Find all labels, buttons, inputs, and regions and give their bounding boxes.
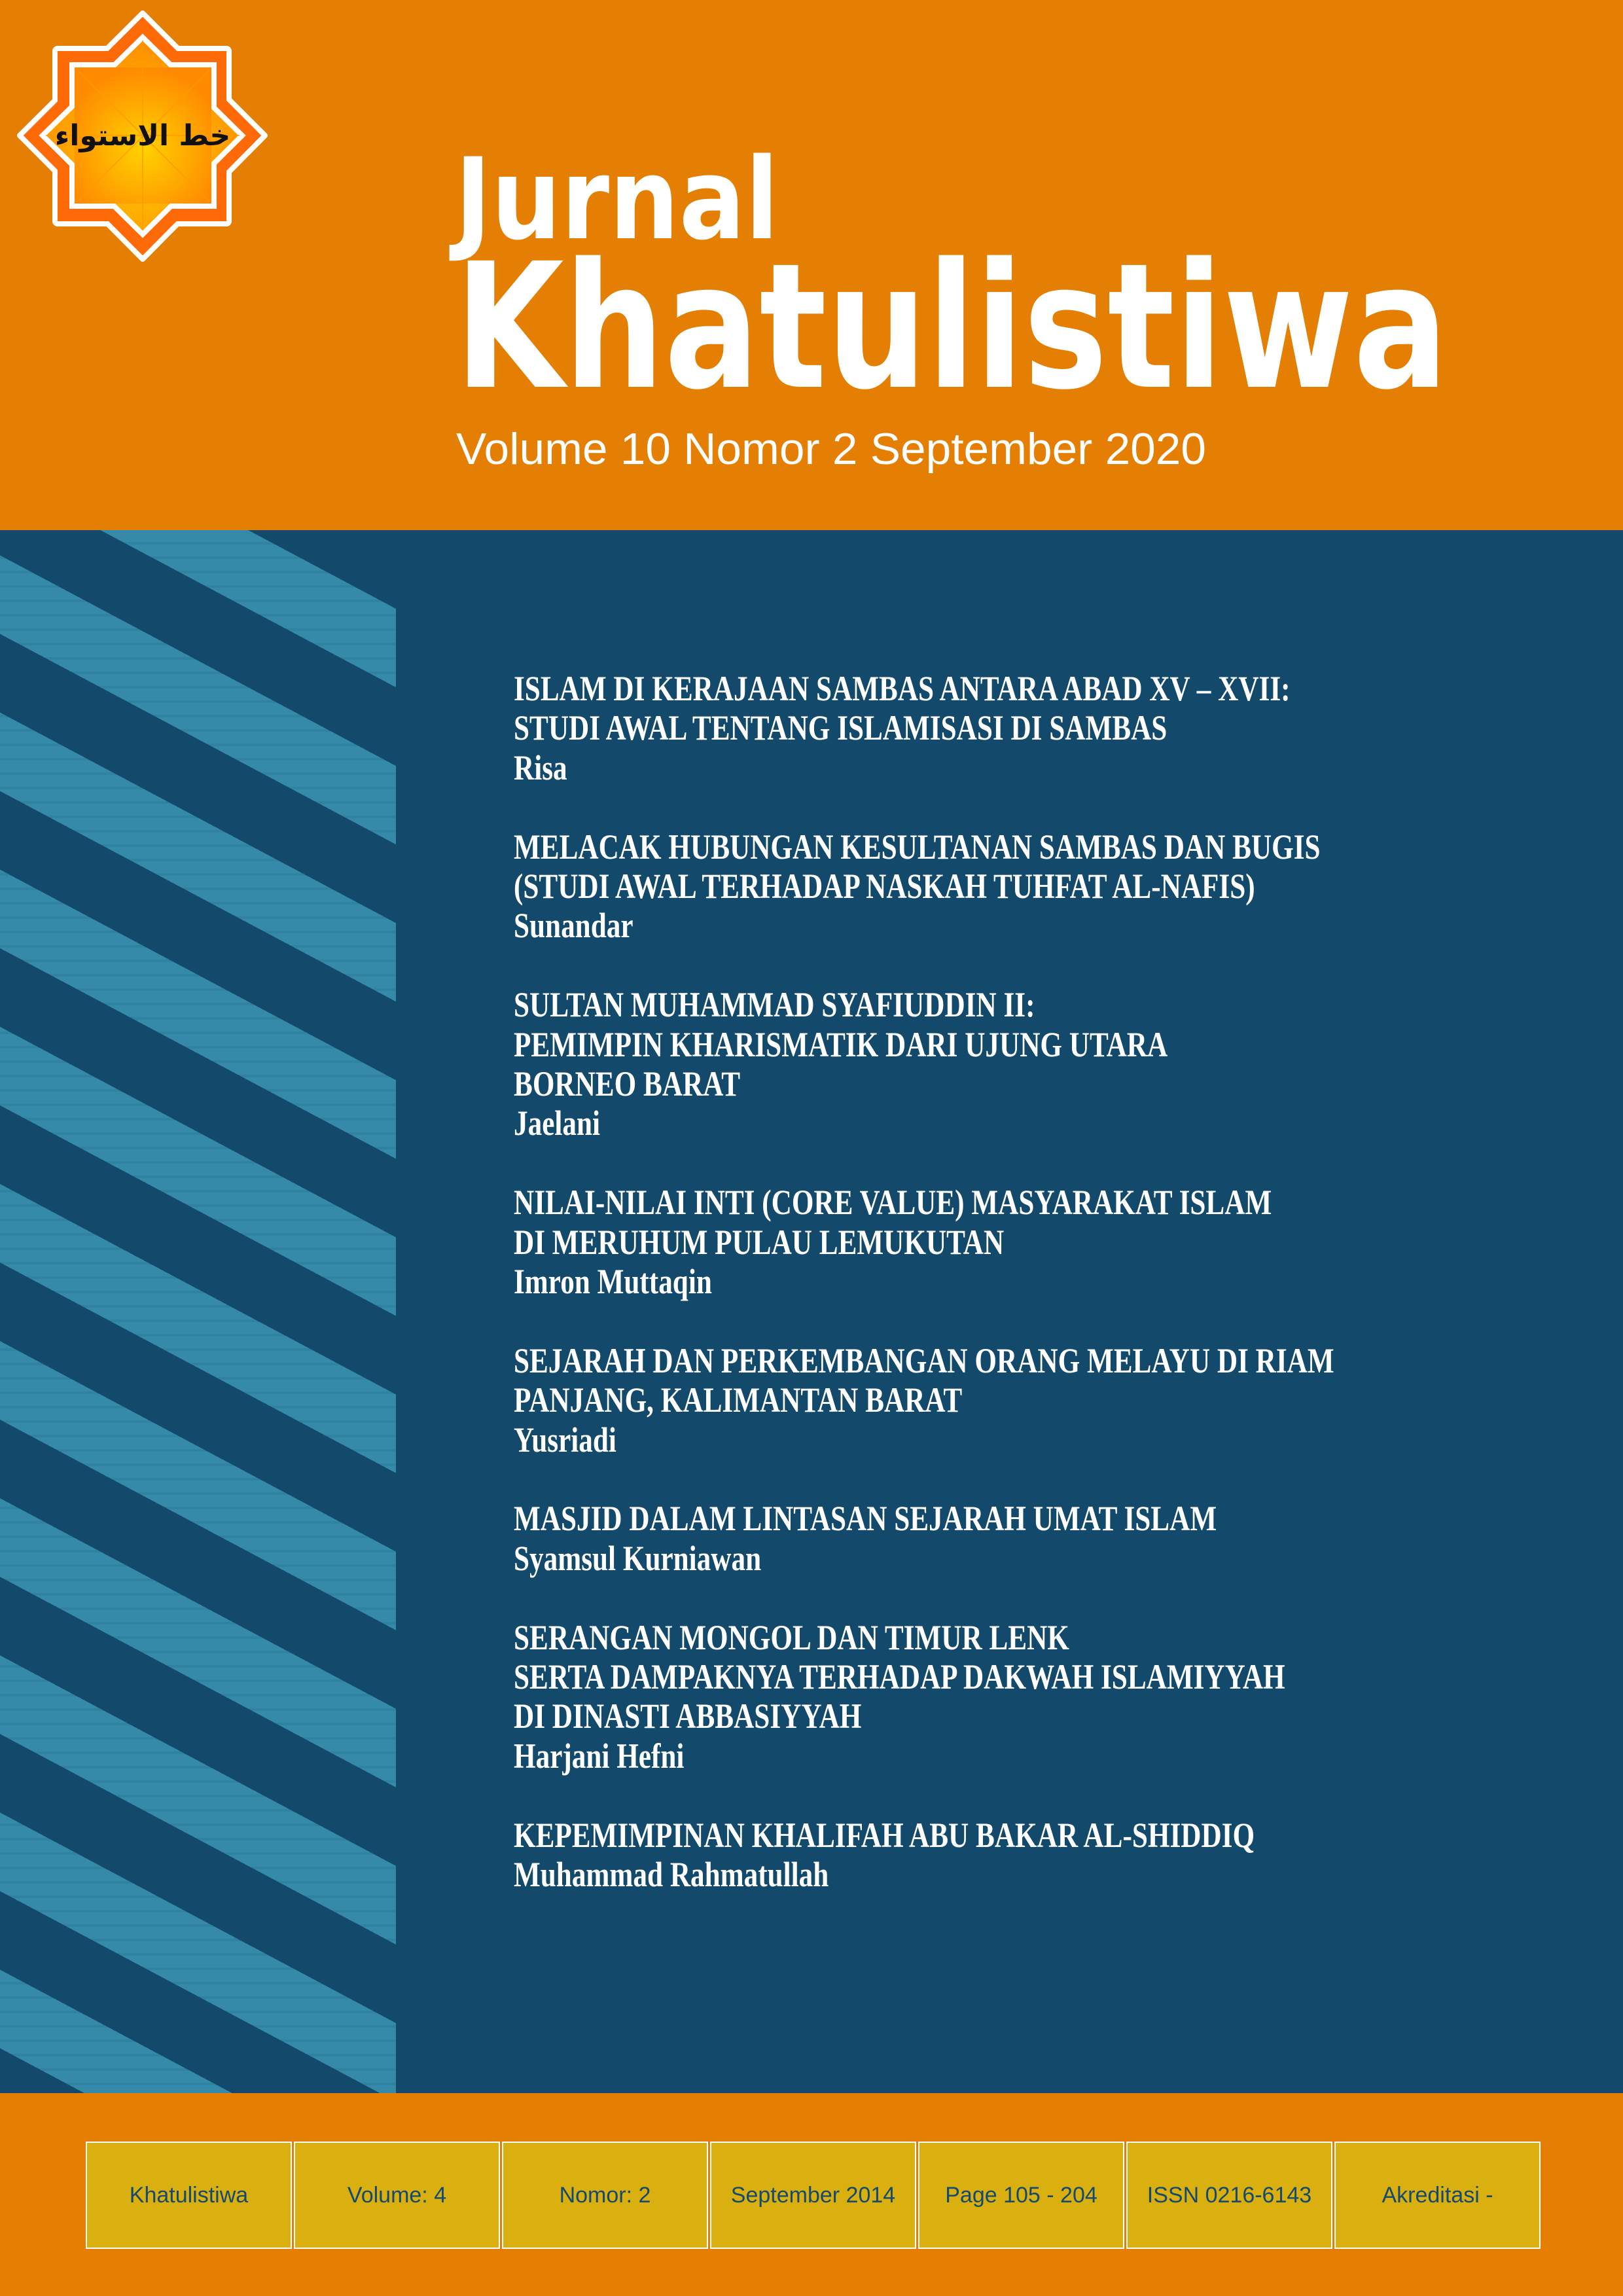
cover-header — [0, 0, 1623, 530]
article-title-line: SERTA DAMPAKNYA TERHADAP DAKWAH ISLAMIYYAH — [514, 1657, 1285, 1697]
article-author: Jaelani — [514, 1103, 601, 1143]
publication-info-bar — [86, 2142, 1541, 2249]
article-entry — [514, 1341, 1561, 1460]
article-author: Yusriadi — [514, 1420, 616, 1460]
article-entry — [514, 1183, 1561, 1301]
article-title-line: SEJARAH DAN PERKEMBANGAN ORANG MELAYU DI RIAM — [514, 1340, 1334, 1380]
journal-name: Khatulistiwa — [455, 226, 1448, 428]
article-title-line: MELACAK HUBUNGAN KESULTANAN SAMBAS DAN BUGIS — [514, 827, 1321, 867]
article-entry — [514, 1618, 1561, 1776]
journal-word: Jurnal — [449, 134, 779, 265]
article-title-line: SERANGAN MONGOL DAN TIMUR LENK — [514, 1617, 1069, 1657]
article-title-line: ISLAM DI KERAJAAN SAMBAS ANTARA ABAD XV – XVII: — [514, 669, 1291, 708]
article-author: Syamsul Kurniawan — [514, 1538, 762, 1578]
info-box: September 2014 — [710, 2142, 916, 2249]
article-title-line: KEPEMIMPINAN KHALIFAH ABU BAKAR AL-SHIDDIQ — [514, 1815, 1255, 1855]
article-entry — [514, 827, 1561, 946]
article-entry — [514, 1499, 1561, 1578]
article-title-line: STUDI AWAL TENTANG ISLAMISASI DI SAMBAS — [514, 708, 1168, 748]
info-box: Akreditasi - — [1334, 2142, 1541, 2249]
info-box: Nomor: 2 — [502, 2142, 708, 2249]
article-entry — [514, 985, 1561, 1143]
article-author: Sunandar — [514, 906, 633, 946]
article-title-line: NILAI-NILAI INTI (CORE VALUE) MASYARAKAT ISLAM — [514, 1183, 1272, 1223]
article-title-line: DI MERUHUM PULAU LEMUKUTAN — [514, 1222, 1005, 1262]
article-title-line: SULTAN MUHAMMAD SYAFIUDDIN II: — [514, 985, 1035, 1025]
issue-info: Volume 10 Nomor 2 September 2020 — [456, 424, 1206, 474]
article-title-line: (STUDI AWAL TERHADAP NASKAH TUHFAT AL-NAFIS) — [514, 867, 1255, 906]
article-author: Harjani Hefni — [514, 1736, 685, 1776]
journal-logo — [0, 0, 275, 275]
article-title-line: BORNEO BARAT — [514, 1064, 741, 1104]
info-box: Khatulistiwa — [86, 2142, 292, 2249]
article-author: Muhammad Rahmatullah — [514, 1855, 829, 1895]
info-box: Volume: 4 — [294, 2142, 500, 2249]
article-title-line: PEMIMPIN KHARISMATIK DARI UJUNG UTARA — [514, 1024, 1168, 1064]
article-title-line: MASJID DALAM LINTASAN SEJARAH UMAT ISLAM — [514, 1499, 1217, 1539]
logo-arabic-text: خط الاستواء — [54, 119, 231, 152]
cover-footer — [0, 2093, 1623, 2296]
article-title-line: PANJANG, KALIMANTAN BARAT — [514, 1380, 963, 1420]
decorative-pattern-strip — [0, 530, 396, 2093]
contents-panel — [0, 530, 1623, 2093]
article-author: Risa — [514, 747, 567, 787]
article-author: Imron Muttaqin — [514, 1262, 712, 1302]
article-list — [514, 669, 1561, 1934]
info-box: Page 105 - 204 — [918, 2142, 1124, 2249]
article-entry — [514, 1816, 1561, 1895]
article-title-line: DI DINASTI ABBASIYYAH — [514, 1696, 862, 1736]
info-box: ISSN 0216-6143 — [1126, 2142, 1332, 2249]
article-entry — [514, 669, 1561, 787]
